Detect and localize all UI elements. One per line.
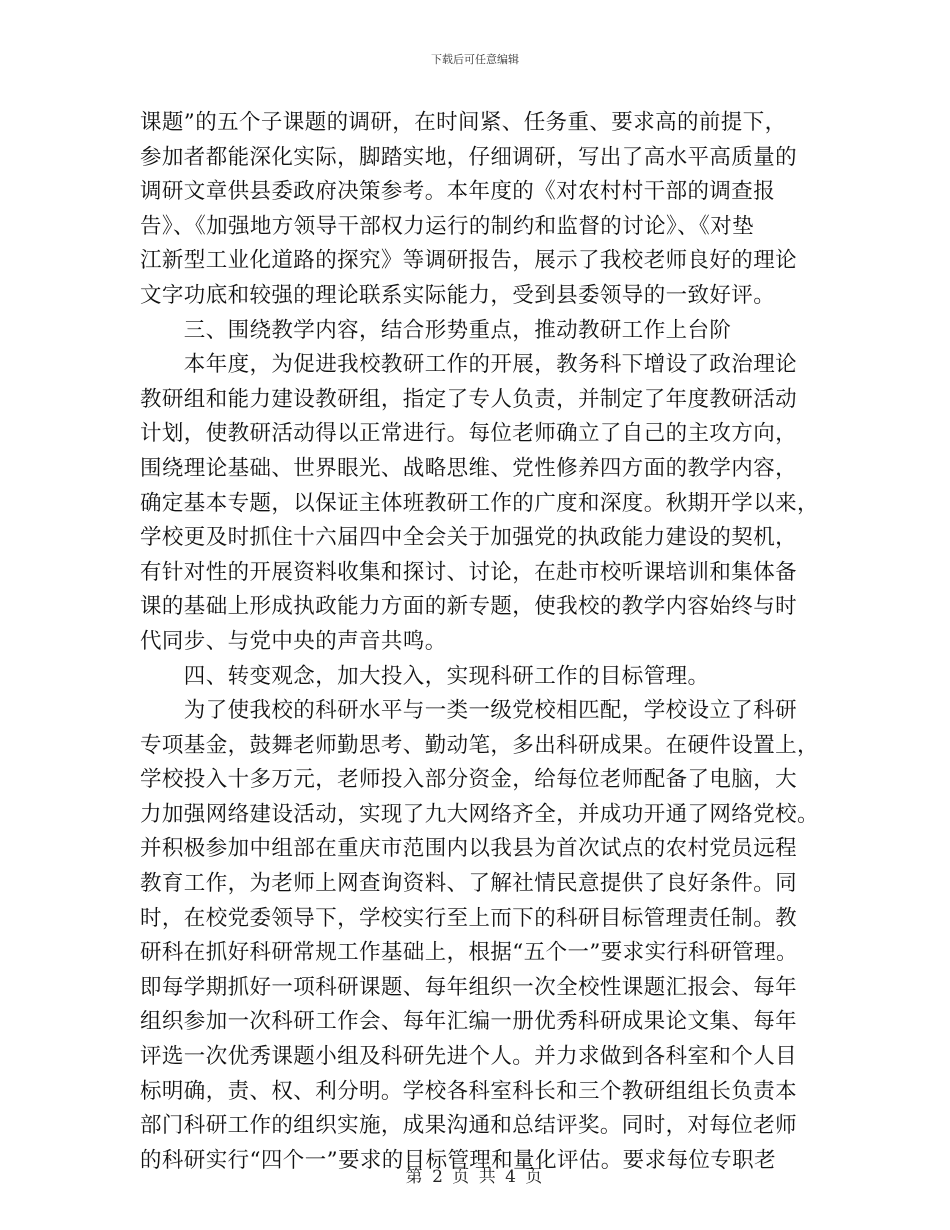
text-line: 评选一次优秀课题小组及科研先进个人。并力求做到各科室和个人目 bbox=[140, 1044, 798, 1070]
text-line: 告》、《加强地方领导干部权力运行的制约和监督的讨论》、《对垫 bbox=[140, 213, 755, 239]
text-line: 学校投入十多万元，老师投入部分资金，给每位老师配备了电脑，大 bbox=[140, 767, 798, 793]
page-number: 第 2 页 共 4 页 bbox=[405, 1167, 545, 1187]
text-line: 参加者都能深化实际，脚踏实地，仔细调研，写出了高水平高质量的 bbox=[140, 144, 798, 170]
text-line: 即每学期抓好一项科研课题、每年组织一次全校性课题汇报会、每年 bbox=[140, 974, 798, 1000]
page-header: 下载后可任意编辑 bbox=[431, 53, 519, 66]
section-heading-3: 三、围绕教学内容，结合形势重点，推动教研工作上台阶 bbox=[140, 317, 732, 343]
text-line: 有针对性的开展资料收集和探讨、讨论，在赴市校听课培训和集体备 bbox=[140, 559, 798, 585]
text-line: 确定基本专题，以保证主体班教研工作的广度和深度。秋期开学以来， bbox=[140, 490, 819, 516]
text-line: 标明确，责、权、利分明。学校各科室科长和三个教研组组长负责本 bbox=[140, 1078, 798, 1104]
document-body bbox=[140, 106, 830, 1178]
text-line: 江新型工业化道路的探究》等调研报告，展示了我校老师良好的理论 bbox=[140, 248, 798, 274]
text-line: 专项基金，鼓舞老师勤思考、勤动笔，多出科研成果。在硬件设置上， bbox=[140, 732, 819, 758]
text-line: 并积极参加中组部在重庆市范围内以我县为首次试点的农村党员远程 bbox=[140, 836, 798, 862]
text-line: 围绕理论基础、世界眼光、战略思维、党性修养四方面的教学内容， bbox=[140, 455, 798, 481]
text-line: 代同步、与党中央的声音共鸣。 bbox=[140, 628, 447, 654]
section-heading-4: 四、转变观念，加大投入，实现科研工作的目标管理。 bbox=[140, 663, 710, 689]
text-line: 文字功底和较强的理论联系实际能力，受到县委领导的一致好评。 bbox=[140, 282, 776, 308]
text-line: 教育工作，为老师上网查询资料、了解社情民意提供了良好条件。同 bbox=[140, 871, 798, 897]
text-line: 调研文章供县委政府决策参考。本年度的《对农村村干部的调查报 bbox=[140, 179, 776, 205]
text-line: 组织参加一次科研工作会、每年汇编一册优秀科研成果论文集、每年 bbox=[140, 1009, 798, 1035]
text-line: 时，在校党委领导下，学校实行至上而下的科研目标管理责任制。教 bbox=[140, 905, 798, 931]
text-line: 计划，使教研活动得以正常进行。每位老师确立了自己的主攻方向， bbox=[140, 421, 798, 447]
text-line: 本年度，为促进我校教研工作的开展，教务科下增设了政治理论 bbox=[140, 352, 798, 378]
text-line: 课的基础上形成执政能力方面的新专题，使我校的教学内容始终与时 bbox=[140, 594, 798, 620]
text-line: 学校更及时抓住十六届四中全会关于加强党的执政能力建设的契机， bbox=[140, 525, 798, 551]
text-line: 研科在抓好科研常规工作基础上，根据“五个一”要求实行科研管理。 bbox=[140, 940, 798, 966]
text-line: 教研组和能力建设教研组，指定了专人负责，并制定了年度教研活动 bbox=[140, 386, 798, 412]
text-line: 部门科研工作的组织实施，成果沟通和总结评奖。同时，对每位老师 bbox=[140, 1113, 798, 1139]
text-line: 的科研实行“四个一”要求的目标管理和量化评估。要求每位专职老 bbox=[140, 1147, 776, 1173]
text-line: 课题”的五个子课题的调研，在时间紧、任务重、要求高的前提下， bbox=[140, 110, 787, 135]
text-line: 力加强网络建设活动，实现了九大网络齐全，并成功开通了网络党校。 bbox=[140, 801, 819, 827]
text-line: 为了使我校的科研水平与一类一级党校相匹配，学校设立了科研 bbox=[140, 698, 798, 724]
